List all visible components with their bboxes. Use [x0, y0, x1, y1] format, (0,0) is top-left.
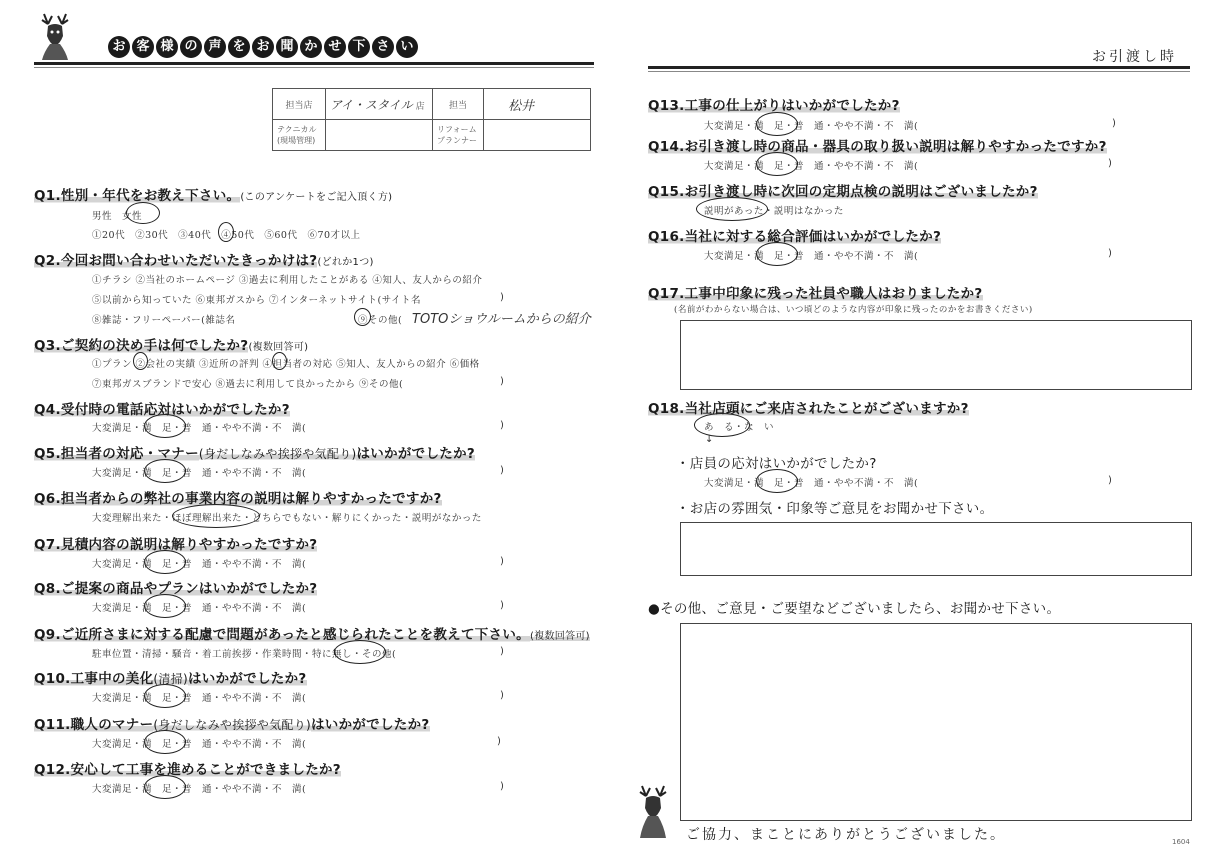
deer-logo-icon: [636, 782, 676, 838]
q9-options[interactable]: 駐車位置・清掃・騒音・着工前挨拶・作業時間・特に無し・その他(: [92, 649, 397, 660]
title-char: い: [396, 36, 418, 58]
q9-title: [34, 623, 590, 643]
q11-options[interactable]: 大変満足・満 足・普 通・やや不満・不 満(: [92, 739, 307, 750]
title-char: 声: [204, 36, 226, 58]
q10-note: (清掃): [153, 672, 188, 686]
deer-logo-icon: [36, 10, 82, 60]
handover-title: お引渡し時: [1092, 49, 1177, 65]
answer-circle: [354, 308, 371, 326]
q9-rparen: ): [500, 646, 504, 657]
q14-label: Q14.お引き渡し時の商品・器具の取り扱い説明は解りやすかったですか?: [648, 139, 1107, 155]
answer-circle: [144, 730, 186, 754]
q3-line2[interactable]: ⑦東邦ガスブランドで安心 ⑧過去に利用して良かったから ⑨その他(: [92, 379, 404, 390]
q10-rparen: ): [500, 690, 504, 701]
q12-title: [34, 758, 341, 778]
q6-label: Q6.担当者からの弊社の事業内容の説明は解りやすかったですか?: [34, 491, 442, 507]
q11-rparen: ): [497, 736, 501, 747]
q2-line1[interactable]: ①チラシ ②当社のホームページ ③過去に利用したことがある ④知人、友人からの紹介: [92, 275, 483, 286]
q4-label: Q4.受付時の電話応対はいかがでしたか?: [34, 402, 290, 418]
q15-options[interactable]: 説明があった・説明はなかった: [704, 206, 844, 217]
title-char: せ: [324, 36, 346, 58]
answer-circle: [272, 352, 287, 370]
q2-handwritten: TOTOショウルームからの紹介: [412, 312, 591, 327]
answer-circle: [144, 459, 186, 483]
q5-options[interactable]: 大変満足・満 足・普 通・やや不満・不 満(: [92, 468, 307, 479]
q2-line3[interactable]: ⑧雑誌・フリーペーパー(雑誌名: [92, 315, 236, 326]
q6-title: [34, 487, 442, 507]
q18-label: Q18.当社店頭にご来店されたことがございますか?: [648, 401, 969, 417]
q14-options[interactable]: 大変満足・満 足・普 通・やや不満・不 満(: [704, 161, 919, 172]
q11-label2: はいかがでしたか?: [310, 717, 430, 733]
q7-rparen: ): [500, 556, 504, 567]
q14-title: [648, 135, 1107, 155]
title-char: を: [228, 36, 250, 58]
q2-rparen: ): [500, 292, 504, 303]
q4-options[interactable]: 大変満足・満 足・普 通・やや不満・不 満(: [92, 423, 307, 434]
q13-title: [648, 94, 900, 114]
q18-sub1-options[interactable]: 大変満足・満 足・普 通・やや不満・不 満(: [704, 478, 919, 489]
tech-label: テクニカル (現場管理): [273, 120, 326, 151]
q5-rparen: ): [500, 465, 504, 476]
q3-note: (複数回答可): [248, 342, 309, 353]
q16-label: Q16.当社に対する総合評価はいかがでしたか?: [648, 229, 942, 245]
tech-cell[interactable]: [326, 120, 433, 151]
answer-circle: [144, 550, 186, 574]
q5-label: Q5.担当者の対応・マナー: [34, 446, 199, 462]
q10-label2: はいかがでしたか?: [187, 671, 307, 687]
q7-options[interactable]: 大変満足・満 足・普 通・やや不満・不 満(: [92, 559, 307, 570]
q11-title: [34, 713, 430, 733]
q12-rparen: ): [500, 781, 504, 792]
q5-note: (身だしなみや挨拶や気配り): [198, 447, 357, 461]
answer-circle: [756, 112, 798, 136]
q6-options[interactable]: 大変理解出来た・ほぼ理解出来た・どちらでもない・解りにくかった・説明がなかった: [92, 513, 482, 524]
form-code: 1604: [1172, 838, 1190, 846]
title-char: 聞: [276, 36, 298, 58]
planner-label: リフォーム プランナー: [433, 120, 484, 151]
title-char: か: [300, 36, 322, 58]
person-value: 松井: [508, 98, 535, 114]
answer-circle: [334, 640, 386, 664]
answer-circle: [756, 152, 798, 176]
answer-circle: [126, 202, 160, 224]
q1-ages[interactable]: ①20代 ②30代 ③40代 ④50代 ⑤60代 ⑥70才以上: [92, 230, 361, 241]
answer-circle: [172, 504, 260, 528]
q2-line3b[interactable]: ⑨その他(: [358, 315, 403, 326]
q7-label: Q7.見積内容の説明は解りやすかったですか?: [34, 537, 318, 553]
store-suffix: 店: [415, 101, 425, 112]
q2-label: Q2.今回お問い合わせいただいたきっかけは?: [34, 253, 318, 269]
staff-info-table: [272, 88, 591, 151]
q17-sub: (名前がわからない場合は、いつ頃どのような内容が印象に残ったのかをお書きください): [674, 305, 1033, 315]
q2-line2[interactable]: ⑤以前から知っていた ⑥東邦ガスから ⑦インターネットサイト(サイト名: [92, 295, 422, 306]
answer-circle: [133, 352, 148, 370]
q9-label: Q9.ご近所さまに対する配慮で問題があったと感じられたことを教えて下さい。: [34, 627, 530, 643]
person-label: 担当: [433, 89, 484, 120]
q8-label: Q8.ご提案の商品やプランはいかがでしたか?: [34, 581, 318, 597]
q8-options[interactable]: 大変満足・満 足・普 通・やや不満・不 満(: [92, 603, 307, 614]
q16-title: [648, 225, 941, 245]
q18-answer-box[interactable]: [680, 522, 1192, 576]
q13-options[interactable]: 大変満足・満 足・普 通・やや不満・不 満(: [704, 121, 919, 132]
q14-rparen: ): [1108, 158, 1112, 169]
title-char: さ: [372, 36, 394, 58]
q1-gender[interactable]: 男性 女性: [92, 211, 143, 222]
q2-note: (どれか1つ): [317, 257, 374, 268]
q12-label: Q12.安心して工事を進めることができましたか?: [34, 762, 341, 778]
q3-title: [34, 334, 308, 354]
header-rule-left-thin: [34, 67, 594, 68]
q11-label: Q11.職人のマナー: [34, 717, 154, 733]
page-title: [108, 36, 418, 58]
q15-title: [648, 180, 1038, 200]
q8-rparen: ): [500, 600, 504, 611]
header-rule-right-thin: [648, 71, 1190, 72]
q8-title: [34, 577, 317, 597]
thanks-message: ご協力、まことにありがとうございました。: [686, 827, 1006, 843]
store-value: アイ・スタイル: [330, 97, 413, 112]
q18-options[interactable]: あ る・な い: [704, 422, 775, 433]
title-char: 下: [348, 36, 370, 58]
q10-options[interactable]: 大変満足・満 足・普 通・やや不満・不 満(: [92, 693, 307, 704]
q2-title: [34, 249, 374, 269]
answer-circle: [694, 413, 750, 437]
q17-title: [648, 282, 983, 302]
q4-rparen: ): [500, 420, 504, 431]
answer-circle: [144, 594, 186, 618]
q12-options[interactable]: 大変満足・満 足・普 通・やや不満・不 満(: [92, 784, 307, 795]
q16-rparen: ): [1108, 248, 1112, 259]
title-char: お: [252, 36, 274, 58]
title-char: の: [180, 36, 202, 58]
title-char: 様: [156, 36, 178, 58]
q1-label: Q1.性別・年代をお教え下さい。: [34, 188, 241, 204]
q17-label: Q17.工事中印象に残った社員や職人はおりましたか?: [648, 286, 983, 302]
answer-circle: [144, 414, 186, 438]
store-label: 担当店: [273, 89, 326, 120]
q5-title: [34, 442, 475, 462]
q15-label: Q15.お引き渡し時に次回の定期点検の説明はございましたか?: [648, 184, 1038, 200]
q18-title: [648, 397, 969, 417]
person-cell[interactable]: [484, 89, 591, 120]
store-cell[interactable]: [326, 89, 433, 120]
q18-sub2: ・お店の雰囲気・印象等ご意見をお聞かせ下さい。: [676, 501, 994, 517]
header-rule-left: [34, 62, 594, 65]
q1-note: (このアンケートをご記入頂く方): [240, 192, 393, 203]
planner-cell[interactable]: [484, 120, 591, 151]
q9-note: (複数回答可): [529, 631, 590, 642]
answer-circle: [144, 684, 186, 708]
title-char: 客: [132, 36, 154, 58]
q17-answer-box[interactable]: [680, 320, 1192, 390]
q3-rparen: ): [500, 376, 504, 387]
title-char: お: [108, 36, 130, 58]
q11-note: (身だしなみや挨拶や気配り): [153, 718, 311, 732]
answer-circle: [756, 469, 798, 493]
q3-line1[interactable]: ①プラン ②会社の実績 ③近所の評判 ④担当者の対応 ⑤知人、友人からの紹介 ⑥価格: [92, 359, 480, 370]
answer-circle: [696, 197, 768, 221]
q16-options[interactable]: 大変満足・満 足・普 通・やや不満・不 満(: [704, 251, 919, 262]
q18-sub1-rparen: ): [1108, 475, 1112, 486]
q7-title: [34, 533, 317, 553]
other-answer-box[interactable]: [680, 623, 1192, 821]
q13-label: Q13.工事の仕上がりはいかがでしたか?: [648, 98, 900, 114]
q13-rparen: ): [1112, 118, 1116, 129]
other-label: ●その他、ご意見・ご要望などございましたら、お聞かせ下さい。: [648, 601, 1061, 617]
q3-label: Q3.ご契約の決め手は何でしたか?: [34, 338, 249, 354]
answer-circle: [756, 242, 798, 266]
q10-label: Q10.工事中の美化: [34, 671, 154, 687]
q1-title: [34, 184, 392, 204]
answer-circle: [218, 222, 234, 242]
arrow-down-icon: ↓: [705, 434, 714, 445]
q5-label2: はいかがでしたか?: [356, 446, 476, 462]
q18-sub1: ・店員の応対はいかがでしたか?: [676, 456, 877, 472]
header-rule-right: [648, 66, 1190, 69]
answer-circle: [144, 775, 186, 799]
